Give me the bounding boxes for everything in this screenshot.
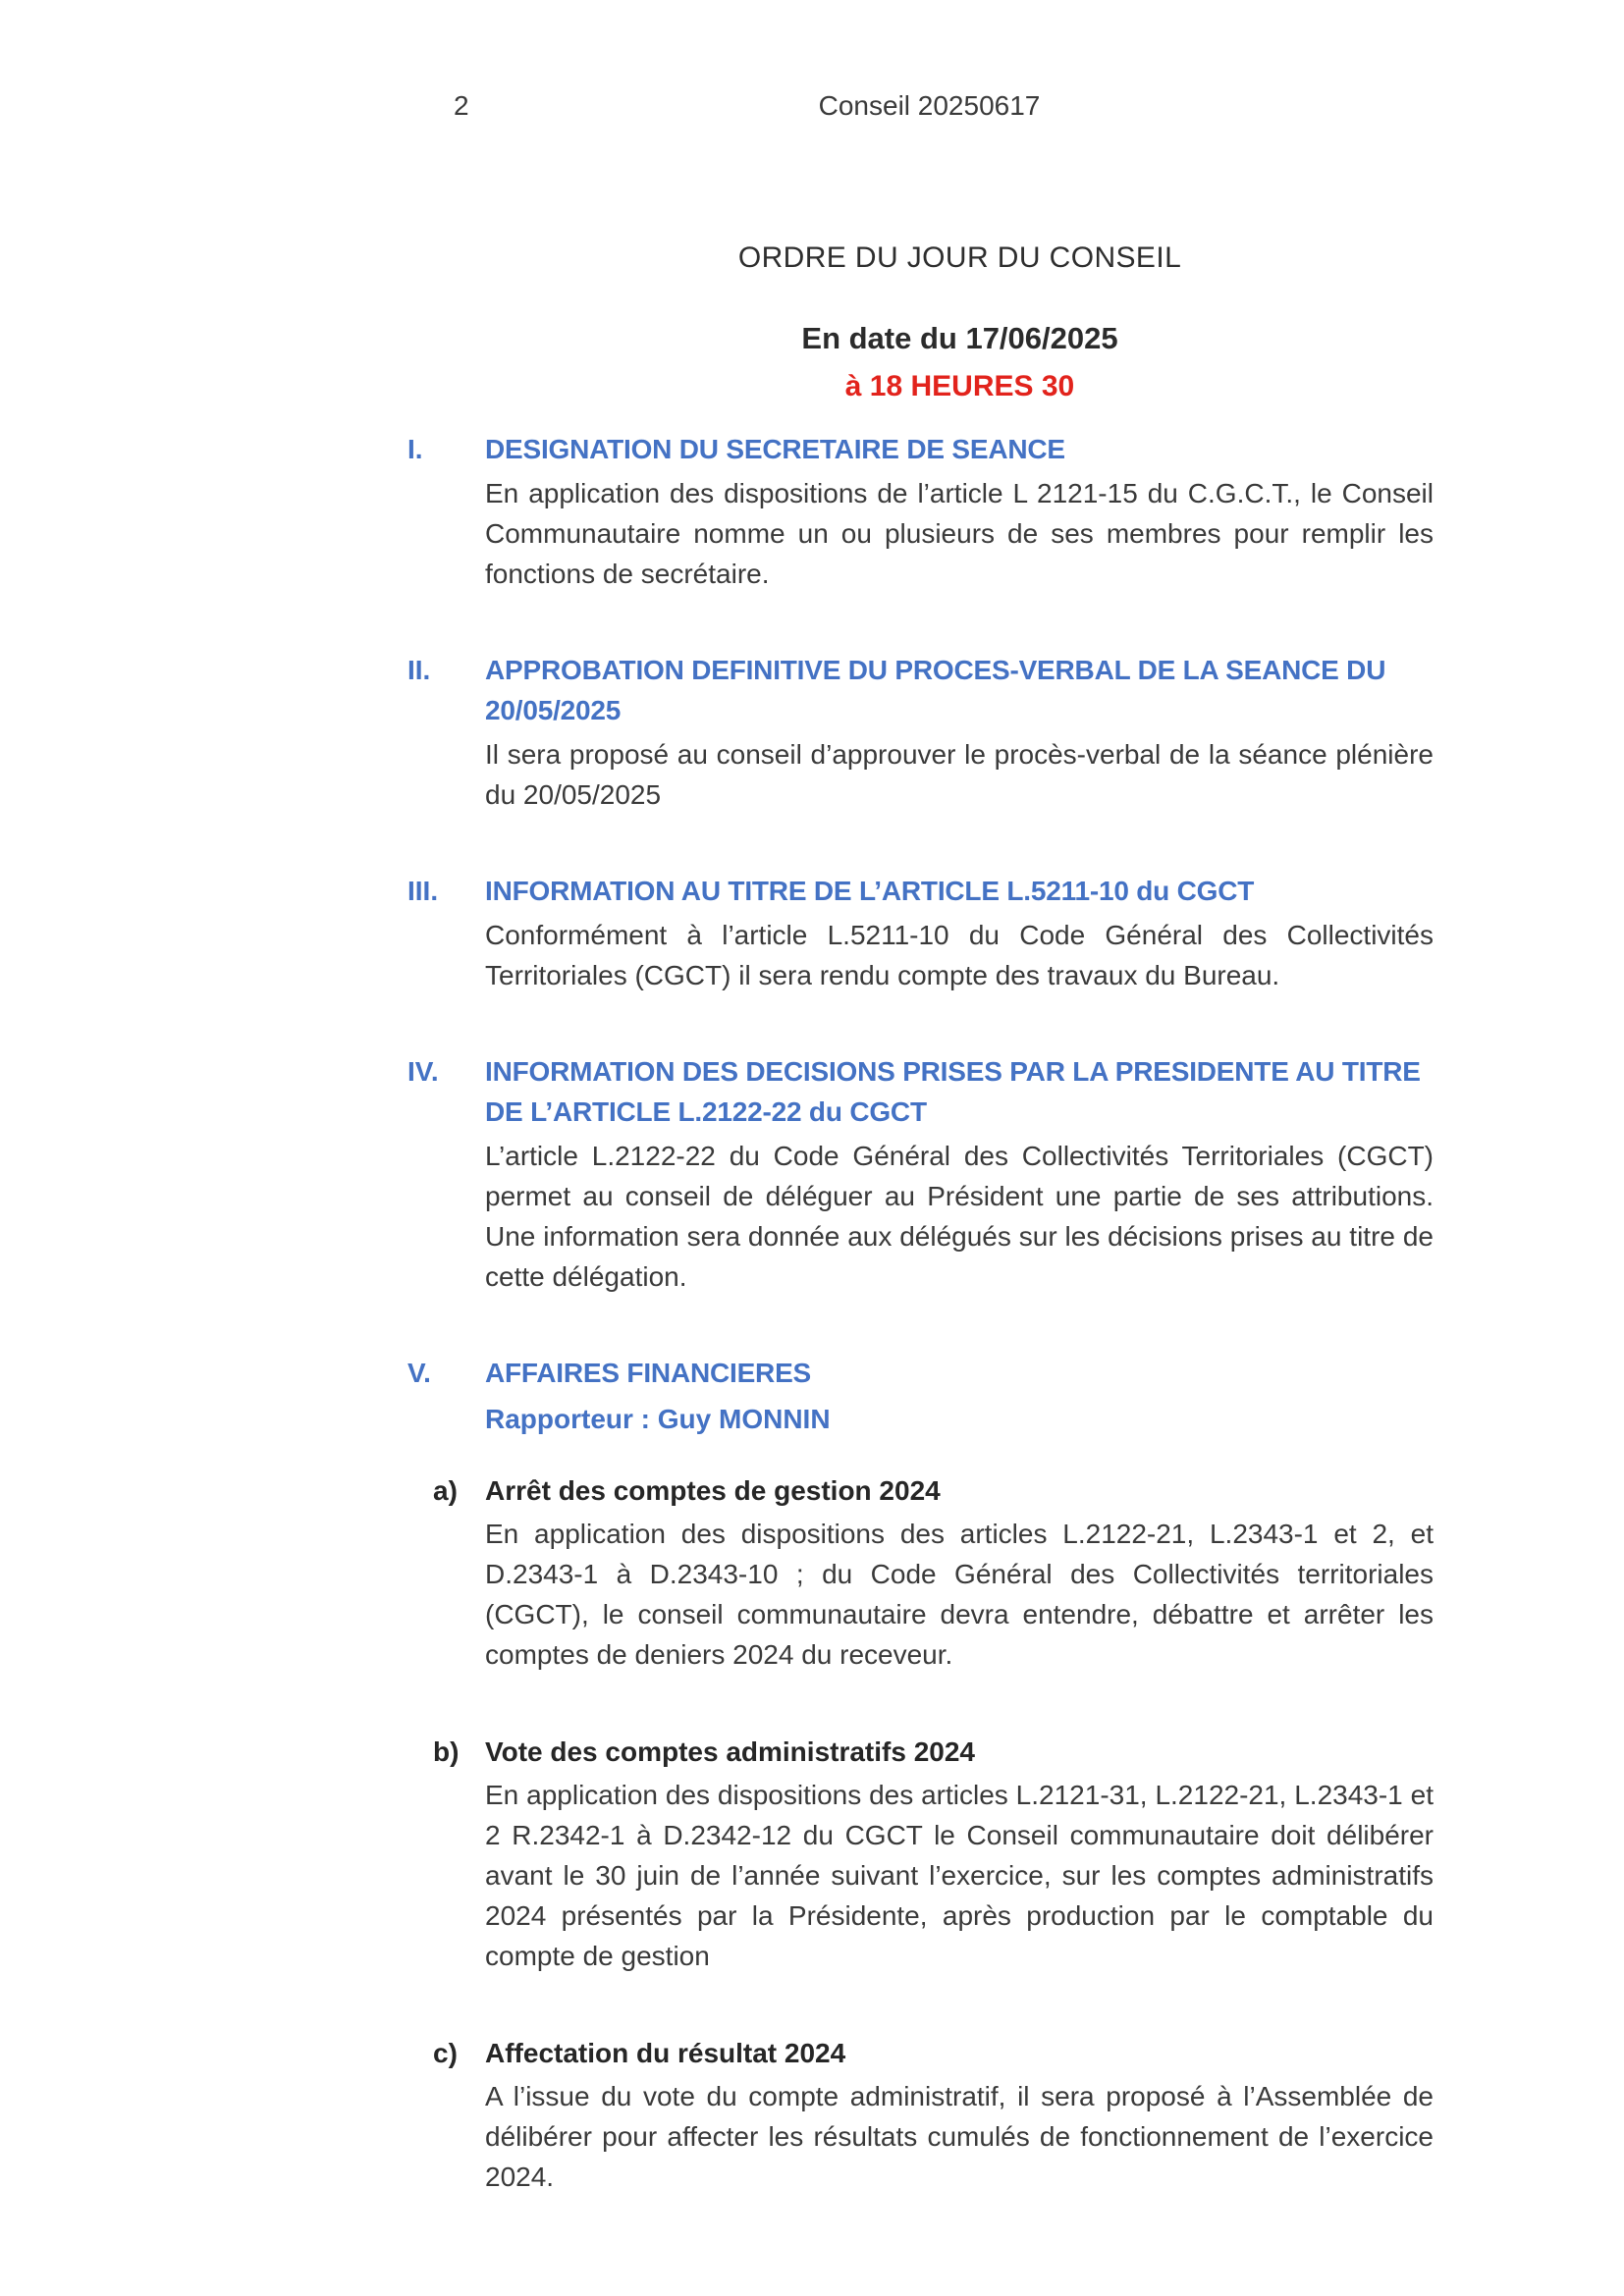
item-c-body: A l’issue du vote du compte administratif, il sera proposé à l’Assemblée de délibérer pour affecter les résultats cumulés de fonctionnement de l’exercice 2024. — [485, 2081, 1434, 2192]
item-c-title: Affectation du résultat 2024 — [485, 2038, 846, 2068]
item-a — [433, 1470, 1434, 1675]
item-a-content — [485, 1470, 1434, 1675]
title-block — [407, 241, 1434, 403]
section-2-numeral: II. — [407, 655, 431, 685]
section-5-items — [433, 1470, 1434, 2197]
item-b — [433, 1732, 1434, 1976]
section-2 — [407, 650, 1434, 815]
item-c-letter: c) — [433, 2038, 458, 2068]
section-3-heading: INFORMATION AU TITRE DE L’ARTICLE L.5211-10 du CGCT — [485, 876, 1255, 906]
item-c-content — [485, 2033, 1434, 2197]
item-b-body: En application des dispositions des articles L.2121-31, L.2122-21, L.2343-1 et 2 R.2342-1 à D.2342-12 du CGCT le Conseil communautaire doit délibérer avant le 30 juin de l’année suivant l’exercice, sur les comptes administratifs 2024 présentés par la Présidente, après production par le comptable du compte de gestion — [485, 1780, 1434, 1971]
section-4-numeral: IV. — [407, 1056, 439, 1087]
section-3-body: Conformément à l’article L.5211-10 du Code Général des Collectivités Territoriales (CGCT) il sera rendu compte des travaux du Bureau. — [485, 920, 1434, 990]
item-a-title: Arrêt des comptes de gestion 2024 — [485, 1475, 941, 1506]
section-5 — [407, 1353, 1434, 2197]
section-3 — [407, 871, 1434, 995]
section-5-heading: AFFAIRES FINANCIERES — [485, 1358, 812, 1388]
section-4-body: L’article L.2122-22 du Code Général des Collectivités Territoriales (CGCT) permet au conseil de déléguer au Président une partie de ses attributions. Une information sera donnée aux délégués sur les décisions prises au titre de cette délégation. — [485, 1141, 1434, 1292]
section-1-body: En application des dispositions de l’article L 2121-15 du C.G.C.T., le Conseil Communautaire nomme un ou plusieurs de ses membres pour remplir les fonctions de secrétaire. — [485, 478, 1434, 589]
section-1-content — [485, 429, 1434, 594]
item-b-title: Vote des comptes administratifs 2024 — [485, 1736, 975, 1767]
agenda-sections — [407, 429, 1434, 2197]
section-5-rapporteur: Rapporteur : Guy MONNIN — [485, 1404, 831, 1434]
item-b-content — [485, 1732, 1434, 1976]
document-title: ORDRE DU JOUR DU CONSEIL — [737, 241, 1182, 274]
item-b-letter: b) — [433, 1736, 460, 1767]
section-5-numeral: V. — [407, 1358, 431, 1388]
section-1-heading: DESIGNATION DU SECRETAIRE DE SEANCE — [485, 434, 1065, 464]
section-2-body: Il sera proposé au conseil d’approuver le procès-verbal de la séance plénière du 20/05/2025 — [485, 739, 1434, 810]
document-time: à 18 HEURES 30 — [844, 370, 1075, 402]
section-1-numeral: I. — [407, 434, 423, 464]
section-2-content — [485, 650, 1434, 815]
header-title: Conseil 20250617 — [818, 90, 1041, 121]
section-3-numeral: III. — [407, 876, 439, 906]
section-5-content — [433, 1353, 1434, 2197]
section-2-heading: APPROBATION DEFINITIVE DU PROCES-VERBAL DE LA SEANCE DU 20/05/2025 — [485, 655, 1386, 725]
document-date: En date du 17/06/2025 — [801, 321, 1118, 355]
section-4-content — [485, 1051, 1434, 1297]
section-3-content — [485, 871, 1434, 995]
item-a-body: En application des dispositions des articles L.2122-21, L.2343-1 et 2, et D.2343-1 à D.2343-10 ; du Code Général des Collectivités territoriales (CGCT), le conseil communautaire devra entendre, débattre et arrêter les comptes de deniers 2024 du receveur. — [485, 1519, 1434, 1670]
item-a-letter: a) — [433, 1475, 458, 1506]
page-header — [407, 90, 1434, 128]
section-4-heading: INFORMATION DES DECISIONS PRISES PAR LA PRESIDENTE AU TITRE DE L’ARTICLE L.2122-22 du CGCT — [485, 1056, 1421, 1127]
item-c — [433, 2033, 1434, 2197]
page-number: 2 — [454, 90, 469, 121]
section-4 — [407, 1051, 1434, 1297]
section-1 — [407, 429, 1434, 594]
